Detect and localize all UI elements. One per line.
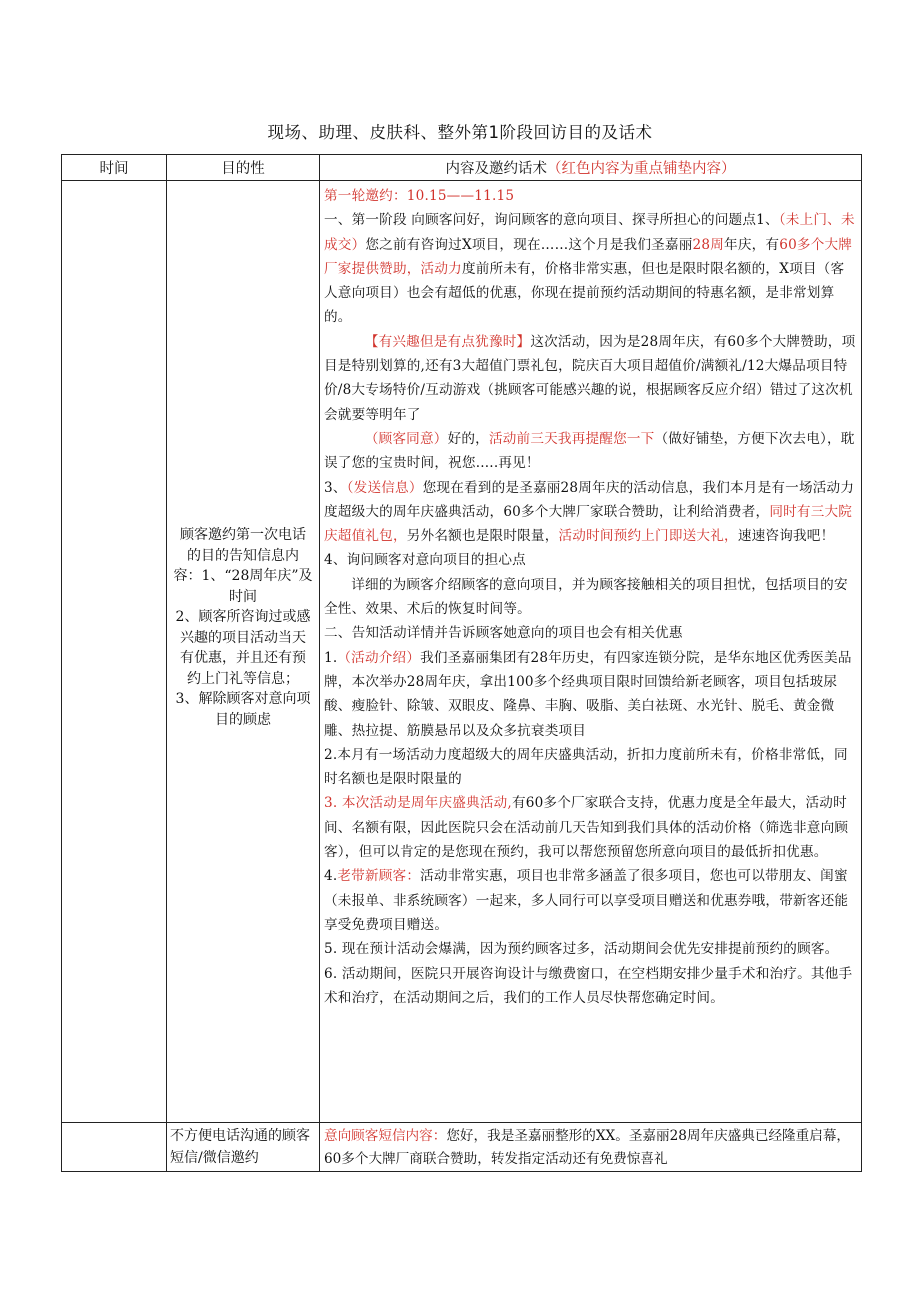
- paragraph-hesitant: [324, 330, 857, 427]
- text: 1.: [324, 649, 338, 666]
- text: 度前所未有，价格非常实惠，但也是限时限名额的，X项目（客人意向项目）也会有超低的优惠，你现在提前预约活动期间的特惠名额，是非常划算的。: [324, 260, 845, 326]
- text: 速速咨询我吧！: [737, 528, 835, 545]
- paragraph-activity-intro: [324, 646, 857, 743]
- highlight: 【有兴趣但是有点犹豫时】: [364, 333, 531, 350]
- highlight: （活动介绍）: [337, 649, 421, 666]
- sms-content: [320, 1123, 861, 1171]
- paragraph-point-3: [324, 791, 857, 864]
- highlight: 意向顾客短信内容：: [324, 1128, 447, 1144]
- paragraph-stage-two: 二、告知活动详情并告诉顾客她意向的项目也会有相关优惠: [324, 625, 683, 642]
- header-content-note: （红色内容为重点铺垫内容）: [547, 161, 736, 177]
- text: 我们圣嘉丽集团有28年历史，有四家连锁分院，是华东地区优秀医美品牌，本次举办28周年庆，拿出100多个经典项目限时回馈给新老顾客，项目包括玻尿酸、瘦脸针、除皱、双眼皮、隆鼻、丰胸、吸脂、美白祛斑、水光针、脱毛、黄金微雕、热拉提、筋膜悬吊以及众多抗衰类项目: [324, 649, 852, 739]
- time-cell: [62, 181, 167, 1123]
- highlight: 活动前三天我再提醒您一下: [488, 430, 655, 447]
- text: 年庆，有: [724, 236, 780, 253]
- header-content-label: 内容及邀约话术: [445, 161, 547, 177]
- purpose-line: 3、解除顾客对意向项: [175, 691, 311, 707]
- paragraph-detail: 详细的为顾客介绍顾客的意向项目，并为顾客接触相关的项目担忧，包括项目的安全性、效果、术后的恢复时间等。: [324, 576, 848, 618]
- paragraph-agree: [324, 427, 857, 476]
- round-title: 第一轮邀约：10.15——11.15: [324, 188, 515, 204]
- table-header-row: [62, 155, 862, 181]
- purpose-line: 2、顾客所咨询过或感: [175, 609, 311, 625]
- paragraph-point-5: 5. 现在预计活动会爆满，因为预约顾客过多，活动期间会优先安排提前预约的顾客。: [324, 941, 839, 958]
- header-purpose: 目的性: [167, 155, 320, 181]
- highlight: 60多个大牌厂家提供赞助，活动力: [324, 236, 853, 277]
- purpose-line: 时间: [229, 588, 257, 605]
- purpose-list: [167, 181, 319, 730]
- purpose-cell: [167, 181, 320, 1123]
- sms-cell: [320, 1123, 862, 1172]
- text: 一、第一阶段 向顾客问好，询问顾客的意向项目、探寻所担心的问题点1、: [324, 212, 779, 229]
- highlight: 3. 本次活动是周年庆盛典活动,: [324, 795, 512, 812]
- text: 这次活动，因为是28周年庆，有60多个大牌赞助，项目是特别划算的,还有3大超值门票礼包，院庆百大项目超值价/满额礼/12大爆品项目特价/8大专场特价/互动游戏（挑顾客可能感兴趣的说，根据顾客反应介绍）错过了这次机会就要等明年了: [324, 333, 856, 423]
- highlight: 活动时间预约上门即送大礼，: [558, 528, 738, 545]
- script-table: [61, 154, 862, 1172]
- header-content: [320, 155, 862, 181]
- text: 您现在看到的是圣嘉丽28周年庆的活动信息，我们本月是有一场活动力度超级大的周年庆盛典活动，60多个大牌厂家联合赞助，让利给消费者，: [324, 479, 855, 520]
- text: 您好，我是圣嘉丽整形的XX。圣嘉丽28周年庆盛典已经隆重启幕，60多个大牌厂商联合赞助，转发指定活动还有免费惊喜礼: [324, 1128, 851, 1167]
- text: 另外名额也是限时限量，: [406, 528, 559, 545]
- document-title: 现场、助理、皮肤科、整外第1阶段回访目的及话术: [267, 123, 653, 142]
- text: 活动非常实惠，项目也非常多涵盖了很多项目，您也可以带朋友、闺蜜（未报单、非系统顾客）一起来，多人同行可以享受项目赠送和优惠券哦，带新客还能享受免费项目赠送。: [324, 868, 849, 933]
- purpose-line: 目的顾虑: [215, 711, 271, 728]
- paragraph-concerns: 4、询问顾客对意向项目的担心点: [324, 552, 526, 569]
- table-row: [62, 181, 862, 1123]
- text: （做好铺垫，方便下次去电），耽误了您的宝贵时间，祝您.....再见！: [324, 430, 855, 472]
- purpose-line: 约上门礼等信息；: [187, 670, 299, 687]
- content-cell: [320, 181, 862, 1123]
- highlight: （发送信息）: [346, 479, 423, 496]
- sms-purpose: 不方便电话沟通的顾客短信/微信邀约: [170, 1128, 310, 1166]
- paragraph-stage-one: [324, 208, 857, 329]
- purpose-line: 兴趣的项目活动当天: [180, 629, 306, 646]
- purpose-cell: [167, 1123, 320, 1172]
- purpose-line: 顾客邀约第一次电话: [180, 527, 306, 543]
- purpose-line: 容：1、“28周年庆”及: [173, 568, 313, 584]
- highlight: （顾客同意）: [364, 430, 448, 447]
- text: 好的，: [447, 430, 489, 447]
- highlight: （未上门、未成交）: [324, 212, 855, 253]
- paragraph-point-4: [324, 864, 857, 937]
- table-row: [62, 1123, 862, 1172]
- purpose-line: 的目的告知信息内: [187, 547, 299, 564]
- paragraph-send-info: [324, 476, 857, 549]
- highlight: 老带新顾客：: [337, 868, 421, 885]
- highlight: 同时有三大院庆超值礼包，: [324, 503, 853, 545]
- paragraph-point-2: 2.本月有一场活动力度超级大的周年庆盛典活动，折扣力度前所未有，价格非常低，同时名额也是限时限量的: [324, 746, 848, 788]
- time-cell: [62, 1123, 167, 1172]
- header-time: 时间: [62, 155, 167, 181]
- paragraph-point-6: 6. 活动期间，医院只开展咨询设计与缴费窗口，在空档期安排少量手术和治疗。其他手术和治疗，在活动期间之后，我们的工作人员尽快帮您确定时间。: [324, 965, 853, 1006]
- text: 4.: [324, 868, 338, 885]
- text: 3、: [324, 479, 347, 496]
- text: 您之前有咨询过X项目，现在……这个月是我们圣嘉丽: [365, 236, 693, 253]
- purpose-line: 有优惠，并且还有预: [180, 650, 306, 666]
- text: 有60多个厂家联合支持，优惠力度是全年最大，活动时间、名额有限，因此医院只会在活动前几天告知到我们具体的活动价格（筛选非意向顾客），但可以肯定的是您现在预约，我可以帮您预留您所意向项目的最低折扣优惠。: [324, 795, 849, 861]
- highlight: 28周: [692, 236, 725, 253]
